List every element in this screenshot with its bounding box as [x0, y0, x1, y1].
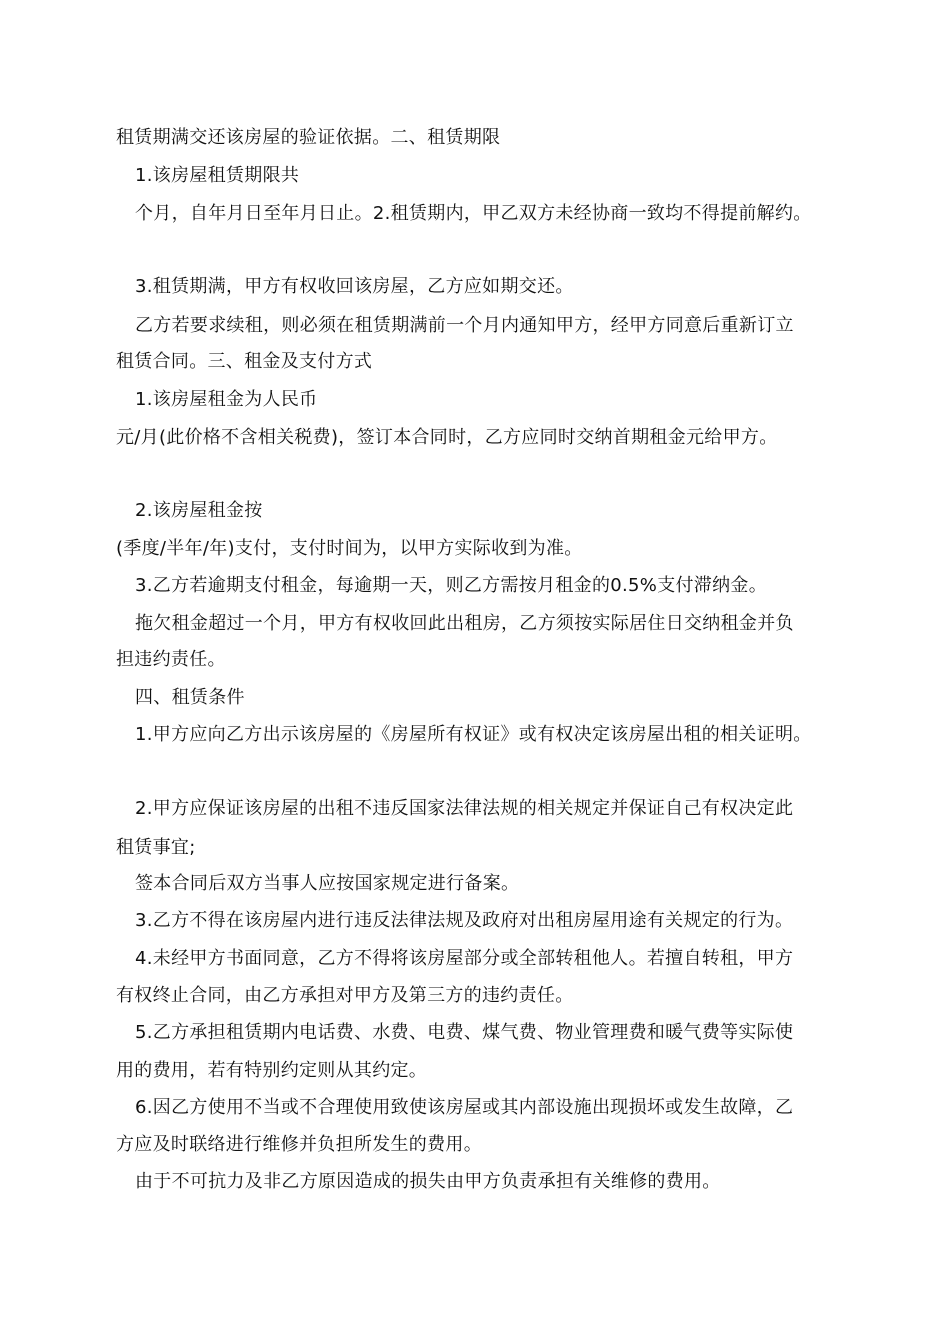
text-line: 1.该房屋租赁期限共 [135, 165, 300, 186]
text-line: 2.该房屋租金按 [135, 500, 263, 521]
text-line: 1.甲方应向乙方出示该房屋的《房屋所有权证》或有权决定该房屋出租的相关证明。 [135, 724, 812, 745]
text-line: 用的费用，若有特别约定则从其约定。 [116, 1060, 428, 1081]
text-line: 3.乙方不得在该房屋内进行违反法律法规及政府对出租房屋用途有关规定的行为。 [135, 910, 794, 931]
text-line: 乙方若要求续租，则必须在租赁期满前一个月内通知甲方，经甲方同意后重新订立 [135, 315, 794, 336]
text-line: 2.甲方应保证该房屋的出租不违反国家法律法规的相关规定并保证自己有权决定此 [135, 798, 794, 819]
text-line: 租赁事宜; [116, 837, 196, 858]
text-line: 3.租赁期满，甲方有权收回该房屋，乙方应如期交还。 [135, 276, 574, 297]
text-line: 由于不可抗力及非乙方原因造成的损失由甲方负责承担有关维修的费用。 [135, 1171, 721, 1192]
text-line: 拖欠租金超过一个月，甲方有权收回此出租房，乙方须按实际居住日交纳租金并负 [135, 613, 794, 634]
text-line: 3.乙方若逾期支付租金，每逾期一天，则乙方需按月租金的0.5%支付滞纳金。 [135, 575, 767, 596]
text-line: 四、租赁条件 [135, 687, 245, 708]
text-line: 租赁合同。三、租金及支付方式 [116, 351, 373, 372]
text-line: 签本合同后双方当事人应按国家规定进行备案。 [135, 873, 520, 894]
text-line: 4.未经甲方书面同意，乙方不得将该房屋部分或全部转租他人。若擅自转租，甲方 [135, 948, 794, 969]
text-line: 5.乙方承担租赁期内电话费、水费、电费、煤气费、物业管理费和暖气费等实际使 [135, 1022, 794, 1043]
text-line: (季度/半年/年)支付，支付时间为，以甲方实际收到为准。 [116, 538, 583, 559]
text-line: 个月，自年月日至年月日止。2.租赁期内，甲乙双方未经协商一致均不得提前解约。 [135, 203, 812, 224]
text-line: 元/月(此价格不含相关税费)，签订本合同时，乙方应同时交纳首期租金元给甲方。 [116, 427, 778, 448]
text-line: 有权终止合同，由乙方承担对甲方及第三方的违约责任。 [116, 985, 574, 1006]
text-line: 1.该房屋租金为人民币 [135, 389, 318, 410]
text-line: 6.因乙方使用不当或不合理使用致使该房屋或其内部设施出现损坏或发生故障，乙 [135, 1097, 794, 1118]
text-line: 方应及时联络进行维修并负担所发生的费用。 [116, 1134, 482, 1155]
text-line: 担违约责任。 [116, 649, 226, 670]
text-line: 租赁期满交还该房屋的验证依据。二、租赁期限 [116, 127, 501, 148]
